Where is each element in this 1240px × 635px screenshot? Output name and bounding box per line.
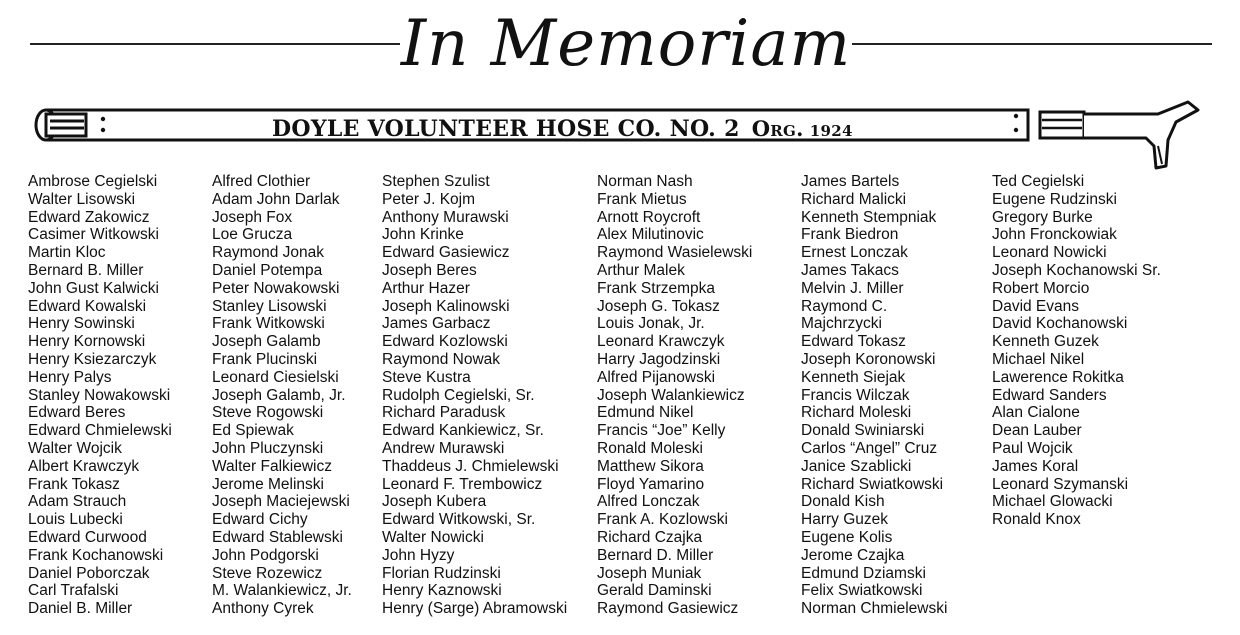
memorial-name: Raymond Jonak [212,244,325,262]
memorial-name: Gregory Burke [992,208,1093,226]
memorial-name: Thaddeus J. Chmielewski [382,457,559,475]
memorial-name: Ambrose Cegielski [28,173,158,190]
memorial-name: Frank Biedron [801,226,899,244]
memorial-name: David Kochanowski [992,315,1128,333]
memorial-name: James Garbacz [382,315,491,333]
memorial-name: Kenneth Stempniak [801,208,937,226]
memorial-name: John Podgorski [212,546,319,564]
memorial-name: Leonard Krawczyk [597,333,725,351]
memorial-name: Richard Malicki [801,190,907,208]
memorial-name: Gerald Daminski [597,582,712,600]
memorial-name: Bernard D. Miller [597,546,714,564]
memorial-name: Jerome Czajka [801,546,905,564]
memorial-name: Martin Kloc [28,244,106,262]
memorial-name: Henry Ksiezarczyk [28,350,157,368]
memorial-name: Edward Zakowicz [28,208,150,226]
memorial-name: Henry Kaznowski [382,582,502,600]
memorial-name: James Koral [992,457,1079,475]
memorial-name: Janice Szablicki [801,457,912,475]
memorial-name: Joseph Walankiewicz [597,386,745,404]
memorial-name: Norman Chmielewski [801,600,948,618]
memorial-name: Frank Mietus [597,190,687,208]
memorial-name: Rudolph Cegielski, Sr. [382,386,535,404]
memorial-name: Steve Kustra [382,368,471,386]
memorial-name: Frank Plucinski [212,350,318,368]
names-column-5 [801,173,947,618]
memorial-name: Loe Grucza [212,226,293,244]
memorial-name: Harry Jagodzinski [597,350,721,368]
memorial-name: Albert Krawczyk [28,457,140,475]
names-column-1 [28,173,172,618]
memorial-name: Peter Nowakowski [212,279,340,297]
banner-company-name: DOYLE VOLUNTEER HOSE CO. NO. 2 [272,116,740,142]
memorial-name: Edward Chmielewski [28,422,172,440]
names-column-2 [212,173,352,618]
memorial-name: Kenneth Guzek [992,333,1099,351]
memorial-name: Edward Cichy [212,511,308,529]
memorial-name: Joseph Galamb [212,333,321,351]
memorial-name: Frank Tokasz [28,475,120,493]
memorial-name: Dean Lauber [992,422,1082,440]
memorial-name: Andrew Murawski [382,439,505,457]
memorial-name: Anthony Cyrek [212,600,314,618]
page-title: In Memoriam [400,7,852,81]
memorial-name: Edmund Nikel [597,404,694,422]
memorial-name: Ed Spiewak [212,422,294,440]
memorial-name: Florian Rudzinski [382,564,501,582]
memorial-name: Henry Palys [28,368,112,386]
memorial-name: Frank A. Kozlowski [597,511,728,529]
memorial-name: Donald Swiniarski [801,422,925,440]
memorial-name: Bernard B. Miller [28,261,144,279]
memorial-name: Donald Kish [801,493,885,511]
memorial-name: Francis “Joe” Kelly [597,422,726,440]
memorial-name: Henry Sowinski [28,315,135,333]
memorial-name: Lawerence Rokitka [992,368,1124,386]
memorial-name: Edmund Dziamski [801,564,926,582]
memorial-name: Louis Jonak, Jr. [597,315,705,333]
memorial-name: Arthur Malek [597,261,685,279]
banner-org-label: Org. [751,116,804,141]
title-rule-right [852,43,1212,45]
memorial-name: Edward Sanders [992,386,1107,404]
memorial-name: Matthew Sikora [597,457,704,475]
memorial-name: David Evans [992,297,1080,315]
memorial-name: Edward Curwood [28,528,147,546]
memorial-name: Walter Wojcik [28,439,122,457]
memorial-name: Eugene Rudzinski [992,190,1117,208]
memorial-name: Alex Milutinovic [597,226,704,244]
memorial-name: Edward Witkowski, Sr. [382,511,536,529]
memorial-name: Henry (Sarge) Abramowski [382,600,568,618]
memorial-name: Ronald Knox [992,511,1081,529]
memorial-name: Arnott Roycroft [597,208,701,226]
memorial-name: Raymond Wasielewski [597,244,753,262]
names-column-6 [992,173,1161,529]
memorial-name: Arthur Hazer [382,279,470,297]
memorial-name: Henry Kornowski [28,333,146,351]
memorial-name: Floyd Yamarino [597,475,705,493]
memorial-name: Stanley Nowakowski [28,386,171,404]
memorial-name: Edward Gasiewicz [382,244,510,262]
memorial-name: Richard Swiatkowski [801,475,944,493]
memorial-name: Eugene Kolis [801,528,893,546]
names-column-3 [382,173,567,618]
memorial-name: Adam Strauch [28,493,127,511]
memorial-name: Jerome Melinski [212,475,324,493]
memorial-name: Majchrzycki [801,315,882,333]
memorial-name: Adam John Darlak [212,190,340,208]
memorial-name: Raymond Nowak [382,350,501,368]
memorial-name: Joseph Koronowski [801,350,936,368]
memorial-name: John Krinke [382,226,464,244]
memorial-name: Raymond Gasiewicz [597,600,739,618]
memorial-name: Leonard Szymanski [992,475,1129,493]
memorial-name: Steve Rozewicz [212,564,323,582]
memorial-name: Alfred Lonczak [597,493,700,511]
memorial-name: James Bartels [801,173,900,190]
memorial-name: M. Walankiewicz, Jr. [212,582,352,600]
memorial-name: Daniel Potempa [212,261,323,279]
banner-year: 1924 [809,122,853,140]
memorial-name: Robert Morcio [992,279,1090,297]
memorial-name: Joseph Kalinowski [382,297,510,315]
memorial-name: Felix Swiatkowski [801,582,923,600]
memorial-name: Frank Strzempka [597,279,716,297]
memorial-name: Casimer Witkowski [28,226,159,244]
memorial-name: Francis Wilczak [801,386,910,404]
memorial-name: Joseph Kochanowski Sr. [992,261,1161,279]
memorial-name: John Pluczynski [212,439,324,457]
memorial-name: Daniel Poborczak [28,564,150,582]
memorial-name: John Hyzy [382,546,455,564]
memorial-name: Edward Tokasz [801,333,906,351]
names-column-4 [597,173,752,618]
memorial-name: Michael Glowacki [992,493,1113,511]
memorial-name: Edward Kowalski [28,297,147,315]
memorial-name: Alan Cialone [992,404,1080,422]
memorial-name: Harry Guzek [801,511,888,529]
memorial-name: Joseph Galamb, Jr. [212,386,346,404]
memorial-name: Richard Czajka [597,528,703,546]
memorial-name: Paul Wojcik [992,439,1073,457]
memorial-name: Steve Rogowski [212,404,324,422]
memorial-name: Louis Lubecki [28,511,123,529]
memorial-name: James Takacs [801,261,899,279]
memorial-name: Carl Trafalski [28,582,119,600]
title-rule-left [30,43,400,45]
memorial-name: Walter Falkiewicz [212,457,332,475]
banner-title [272,112,853,146]
memorial-name: Ted Cegielski [992,173,1085,190]
memorial-name: Edward Beres [28,404,126,422]
memorial-name: Carlos “Angel” Cruz [801,439,938,457]
memorial-name: Joseph Fox [212,208,293,226]
memorial-name: Michael Nikel [992,350,1085,368]
memorial-name: Joseph Muniak [597,564,702,582]
memorial-name: Richard Moleski [801,404,912,422]
memorial-name: Ernest Lonczak [801,244,908,262]
memorial-name: Daniel B. Miller [28,600,133,618]
memorial-name: Frank Kochanowski [28,546,164,564]
memorial-name: Frank Witkowski [212,315,325,333]
memorial-name: Joseph G. Tokasz [597,297,720,315]
memorial-name: Leonard Ciesielski [212,368,339,386]
memorial-name: Alfred Clothier [212,173,311,190]
memorial-name: Norman Nash [597,173,693,190]
memorial-name: Joseph Maciejewski [212,493,350,511]
memorial-name: Stanley Lisowski [212,297,327,315]
memorial-name: Raymond C. [801,297,888,315]
memorial-name: Stephen Szulist [382,173,490,190]
memorial-name: Walter Nowicki [382,528,484,546]
memorial-name: Anthony Murawski [382,208,509,226]
memorial-name: Edward Kozlowski [382,333,508,351]
memorial-name: Leonard Nowicki [992,244,1107,262]
memorial-name: John Gust Kalwicki [28,279,159,297]
memorial-name: Kenneth Siejak [801,368,906,386]
memorial-name: Ronald Moleski [597,439,703,457]
memorial-name: Walter Lisowski [28,190,136,208]
memorial-name: Leonard F. Trembowicz [382,475,543,493]
memorial-name: Peter J. Kojm [382,190,476,208]
memorial-name: Edward Stablewski [212,528,343,546]
memorial-name: Joseph Kubera [382,493,487,511]
memorial-name: Edward Kankiewicz, Sr. [382,422,544,440]
memorial-name: Richard Paradusk [382,404,506,422]
memorial-name: Alfred Pijanowski [597,368,716,386]
memorial-name: John Fronckowiak [992,226,1117,244]
memorial-name: Joseph Beres [382,261,477,279]
memorial-name: Melvin J. Miller [801,279,904,297]
